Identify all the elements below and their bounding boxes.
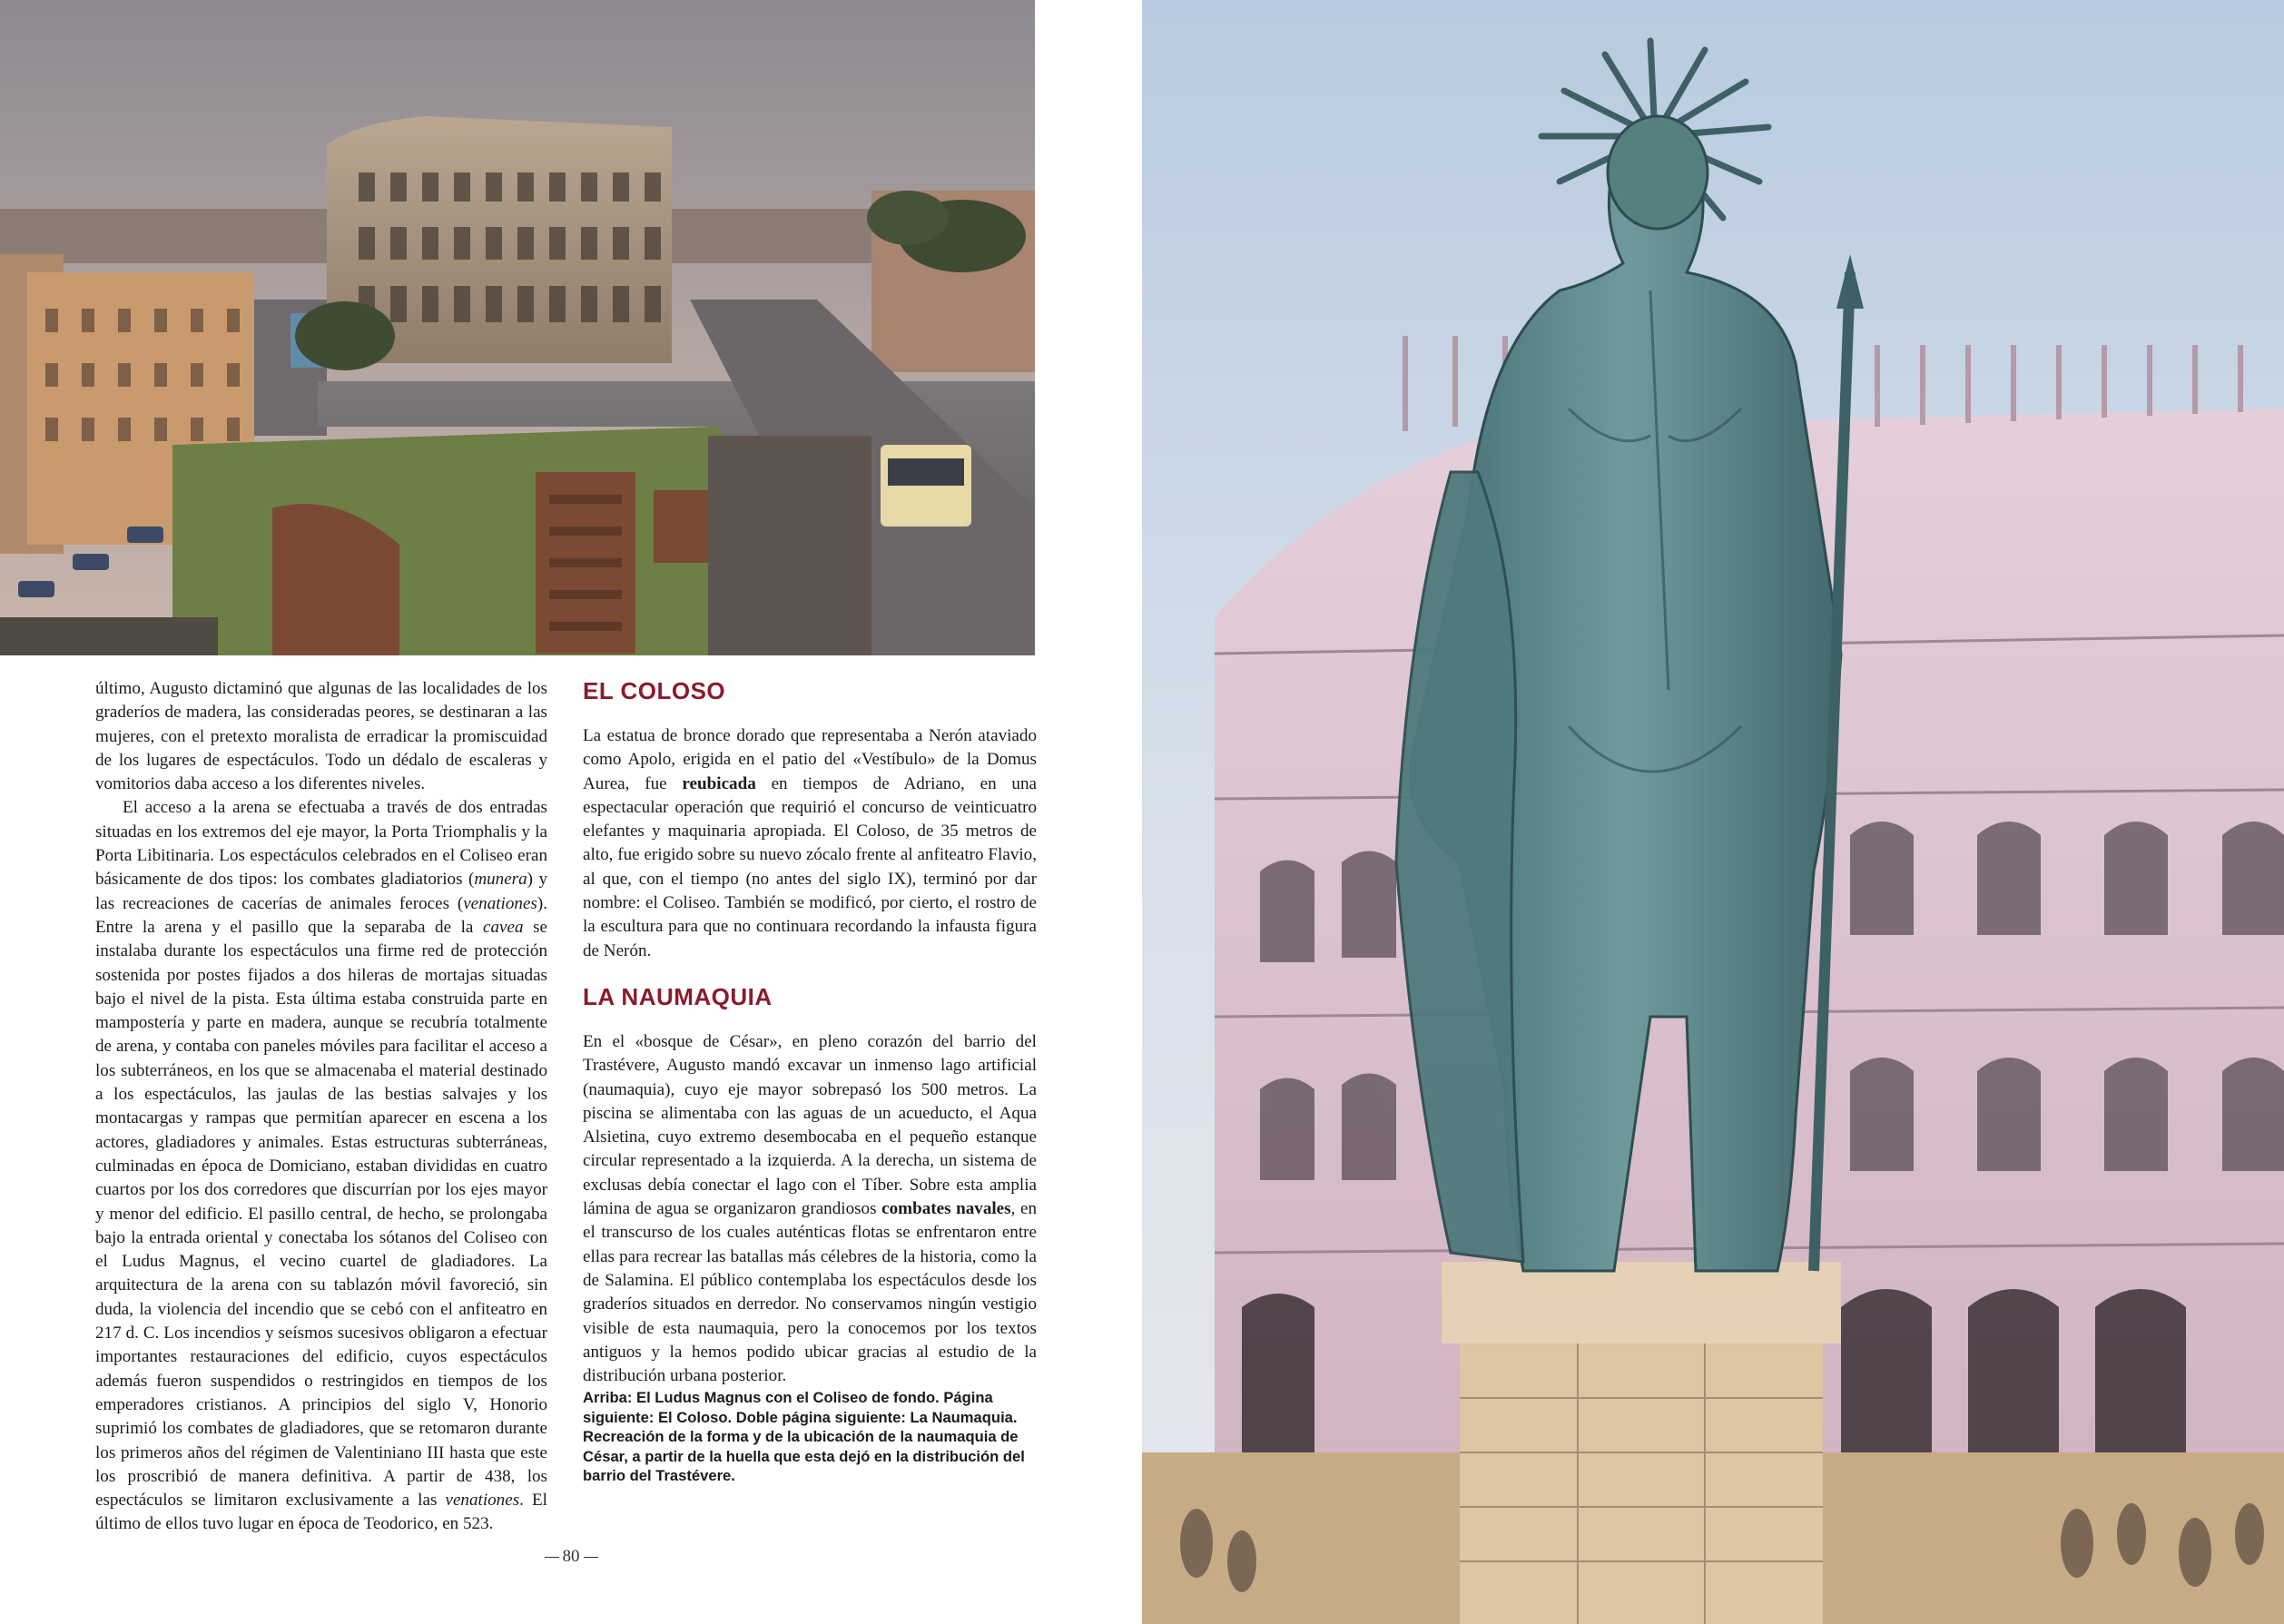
page-number-dash-left	[545, 1557, 559, 1558]
page-number-value: 80	[562, 1547, 580, 1566]
body-paragraph-2: El acceso a la arena se efectuaba a través de dos entradas situadas en los extremos del eje mayor, la Porta Triomphalis y la Porta Libitinaria. Los espectáculos celebrados en el Coliseo eran básicamente de dos tipos: los combates gladiatorios (munera) y las recreaciones de cacerías de animales feroces (venationes). Entre la arena y el pasillo que la separaba de la cavea se instalaba durante los espectáculos una firme red de protección sostenida por postes fijados a dos hileras de mortajas situadas bajo el nivel de la pista. Esta última estaba construida parte en mampostería y parte en madera, aunque se recubría totalmente de arena, y contaba con paneles móviles para facilitar el acceso a los subterráneos, en los que se almacenaba el material destinado a los espectáculos, las jaulas de las bestias salvajes y los montacargas y rampas que permitían aparecer en escena a los actores, gladiadores y animales. Estas estructuras subterráneas, culminadas en época de Domiciano, estaban divididas en cuatro cuartos por los dos corredores que discurrían por los ejes mayor y menor del edificio. El pasillo central, de hecho, se prolongaba bajo la entrada oriental y conectaba los sótanos del Coliseo con el Ludus Magnus, el vecino cuartel de gladiadores. La arquitectura de la arena con su tablazón móvil favoreció, sin duda, la violencia del incendio que se cebó con el anfiteatro en 217 d. C. Los incendios y seísmos sucesivos obligaron a efectuar importantes restauraciones del edificio, cuyos espectáculos además fueron suspendidos o restringidos en tiempos de los emperadores cristianos. A principios del siglo V, Honorio suprimió los combates de gladiadores, que se retomaron durante los primeros años del régimen de Valentiniano III hasta que este los proscribió de manera definitiva. A partir de 438, los espectáculos se limitaron exclusivamente a las venationes. El último de ellos tuvo lugar en época de Teodorico, en 523.	[95, 798, 547, 1534]
body-paragraph-1: último, Augusto dictaminó que algunas de las localidades de los graderíos de madera, las consideradas peores, se destinaran a las mujeres, con el pretexto moralista de erradicar la promiscuidad de los lugares de espectáculos. Todo un dédalo de escaleras y vomitorios daba acceso a los diferentes niveles.	[95, 679, 547, 794]
right-page	[1142, 0, 2284, 1624]
section-title-naumaquia: LA NAUMAQUIA	[583, 982, 773, 1010]
ludus-magnus-photo	[0, 0, 1035, 655]
colossus-illustration	[1142, 0, 2284, 1624]
page-number-dash-right	[584, 1557, 598, 1558]
colosseum-photo-graphic	[0, 0, 1035, 655]
naumaquia-paragraph: En el «bosque de César», en pleno corazón del barrio del Trastévere, Augusto mandó excavar un inmenso lago artificial (naumaquia), cuyo eje mayor sobrepasó los 500 metros. La piscina se alimentaba con las aguas de un acueducto, el Aqua Alsietina, cuyo extremo desembocaba en el pequeño estanque circular representado a la izquierda. A la derecha, un sistema de exclusas debía conectar el lago con el Tíber. Sobre esta amplia lámina de agua se organizaron grandiosos combates navales, en el transcurso de los cuales auténticas flotas se enfrentaron entre ellas para recrear las batallas más célebres de la historia, como la de Salamina. El público contemplaba los espectáculos desde los graderíos situados en derredor. No conservamos ningún vestigio visible de esta naumaquia, pero la conocemos por los textos antiguos y la hemos podido ubicar gracias al estudio de la distribución urbana posterior.	[583, 1031, 1037, 1386]
colossus-statue-graphic	[1142, 0, 2284, 1624]
text-column-right	[583, 677, 1037, 1486]
text-column-left	[95, 677, 547, 1537]
page-number	[0, 1547, 1142, 1567]
section-title-coloso: EL COLOSO	[583, 677, 726, 704]
coloso-paragraph: La estatua de bronce dorado que representaba a Nerón ataviado como Apolo, erigida en el patio del «Vestíbulo» de la Domus Aurea, fue reubicada en tiempos de Adriano, en una espectacular operación que requirió el concurso de veinticuatro elefantes y maquinaria apropiada. El Coloso, de 35 metros de alto, fue erigido sobre su nuevo zócalo frente al anfiteatro Flavio, al que, con el tiempo (no antes del siglo IX), terminó por dar nombre: el Coliseo. También se modificó, por cierto, el rostro de la escultura para que no continuara recordando la infausta figura de Nerón.	[583, 726, 1037, 960]
photo-caption: Arriba: El Ludus Magnus con el Coliseo de fondo. Página siguiente: El Coloso. Doble página siguiente: La Naumaquia. Recreación de la forma y de la ubicación de la naumaquia de César, a partir de la huella que esta dejó en la distribución del barrio del Trastévere.	[583, 1389, 1025, 1485]
